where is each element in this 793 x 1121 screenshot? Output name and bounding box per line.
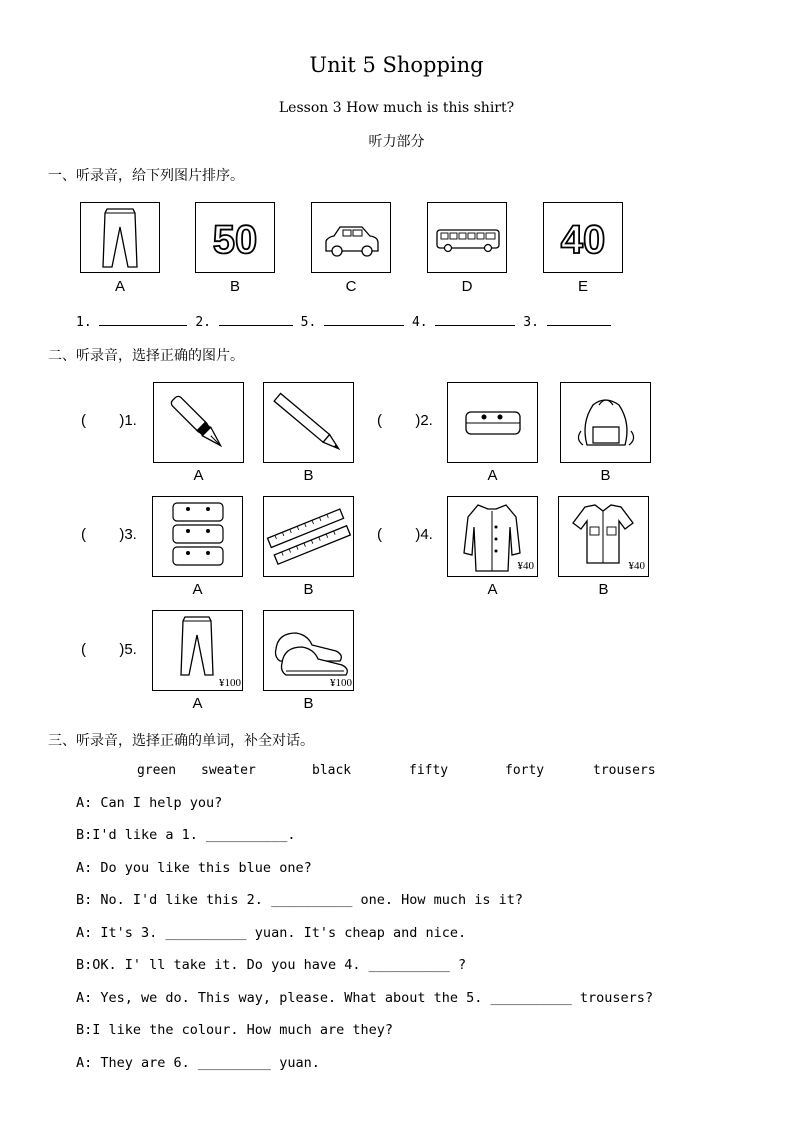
number-50-text: 50 (212, 218, 258, 262)
question-2-bracket[interactable]: ( )2. (377, 412, 433, 429)
question-1-bracket[interactable]: ( )1. (81, 412, 137, 429)
order-num: 1. (76, 315, 92, 330)
picture-a-label: A (114, 278, 125, 295)
q2-option-b-label: B (600, 467, 611, 484)
q5-option-b-shoes (263, 610, 354, 691)
fountain-pen-icon (154, 383, 243, 462)
dialogue-line: A: Yes, we do. This way, please. What about the 5. __________ trousers? (76, 990, 654, 1006)
order-blank-2[interactable] (219, 313, 293, 326)
q3-option-a-label: A (192, 581, 203, 598)
page-title: Unit 5 Shopping (309, 53, 484, 77)
number-50-icon (196, 203, 274, 272)
q5-a-price: ¥100 (219, 677, 241, 689)
q4-b-price: ¥40 (628, 560, 645, 572)
word-bank-item: black (312, 763, 352, 778)
question-4-bracket[interactable]: ( )4. (377, 526, 433, 543)
lesson-subtitle: Lesson 3 How much is this shirt? (278, 100, 515, 116)
dialogue-line: A: They are 6. _________ yuan. (76, 1055, 320, 1071)
dialogue-line: A: Do you like this blue one? (76, 860, 312, 876)
q1-option-a-label: A (193, 467, 204, 484)
word-bank-item: forty (505, 763, 545, 778)
q4-a-price: ¥40 (517, 560, 534, 572)
order-num: 4. (411, 315, 428, 330)
dialogue-line: A: It's 3. __________ yuan. It's cheap and nice. (76, 925, 467, 941)
three-pencil-boxes-icon (153, 497, 242, 576)
dialogue-line: B: No. I'd like this 2. __________ one. How much is it? (76, 892, 524, 908)
q2-option-a-label: A (487, 467, 498, 484)
q4-option-a-label: A (487, 581, 498, 598)
trousers-icon (153, 611, 242, 690)
order-num: 5. (300, 315, 317, 330)
word-bank-item: green (137, 763, 177, 778)
coat-icon (448, 497, 537, 576)
q5-option-a-trousers (152, 610, 243, 691)
trousers-icon (81, 203, 159, 272)
section3-heading: 三、听录音，选择正确的单词，补全对话。 (48, 733, 314, 749)
number-40-text: 40 (560, 218, 606, 262)
bus-icon (428, 203, 506, 272)
q4-option-a-coat (447, 496, 538, 577)
q3-option-b-rulers (263, 496, 354, 577)
q2-option-b-schoolbag (560, 382, 651, 463)
order-answer-row (76, 313, 611, 330)
q3-option-a-pencil-boxes (152, 496, 243, 577)
picture-c-label: C (345, 278, 357, 295)
dialogue-line: B:I like the colour. How much are they? (76, 1022, 393, 1038)
q4-option-b-shirt (558, 496, 649, 577)
dialogue-line: B:OK. I' ll take it. Do you have 4. __________ ? (76, 957, 467, 973)
pencil-icon (264, 383, 353, 462)
dialogue-line: A: Can I help you? (76, 795, 223, 811)
order-blank-5[interactable] (547, 313, 611, 326)
word-bank-item: sweater (201, 763, 256, 778)
picture-c-car (311, 202, 391, 273)
sneakers-icon (264, 611, 353, 690)
picture-b-label: B (229, 278, 240, 295)
q5-option-b-label: B (303, 695, 314, 712)
q5-option-a-label: A (192, 695, 203, 712)
word-bank-item: trousers (593, 763, 656, 778)
picture-e-label: E (577, 278, 588, 295)
q1-option-b-label: B (303, 467, 314, 484)
pencil-box-icon (448, 383, 537, 462)
order-blank-4[interactable] (435, 313, 515, 326)
section1-heading: 一、听录音，给下列图片排序。 (48, 168, 244, 184)
q2-option-a-pencil-box (447, 382, 538, 463)
picture-d-bus (427, 202, 507, 273)
picture-e-forty (543, 202, 623, 273)
order-num: 3. (523, 315, 539, 330)
picture-b-fifty (195, 202, 275, 273)
number-40-icon (544, 203, 622, 272)
shirt-icon (559, 497, 648, 576)
q1-option-b-pencil (263, 382, 354, 463)
rulers-icon (264, 497, 353, 576)
order-blank-1[interactable] (99, 313, 187, 326)
dialogue-line: B:I'd like a 1. __________. (76, 827, 296, 843)
picture-d-label: D (461, 278, 473, 295)
order-num: 2. (195, 315, 211, 330)
word-bank-item: fifty (409, 763, 449, 778)
question-3-bracket[interactable]: ( )3. (81, 526, 137, 543)
q1-option-a-pen (153, 382, 244, 463)
section2-heading: 二、听录音，选择正确的图片。 (48, 348, 244, 364)
question-5-bracket[interactable]: ( )5. (81, 641, 137, 658)
q4-option-b-label: B (598, 581, 609, 598)
picture-a-trousers (80, 202, 160, 273)
q3-option-b-label: B (303, 581, 314, 598)
schoolbag-icon (561, 383, 650, 462)
order-blank-3[interactable] (324, 313, 404, 326)
q5-b-price: ¥100 (330, 677, 352, 689)
listening-part-label: 听力部分 (368, 134, 425, 150)
car-icon (312, 203, 390, 272)
